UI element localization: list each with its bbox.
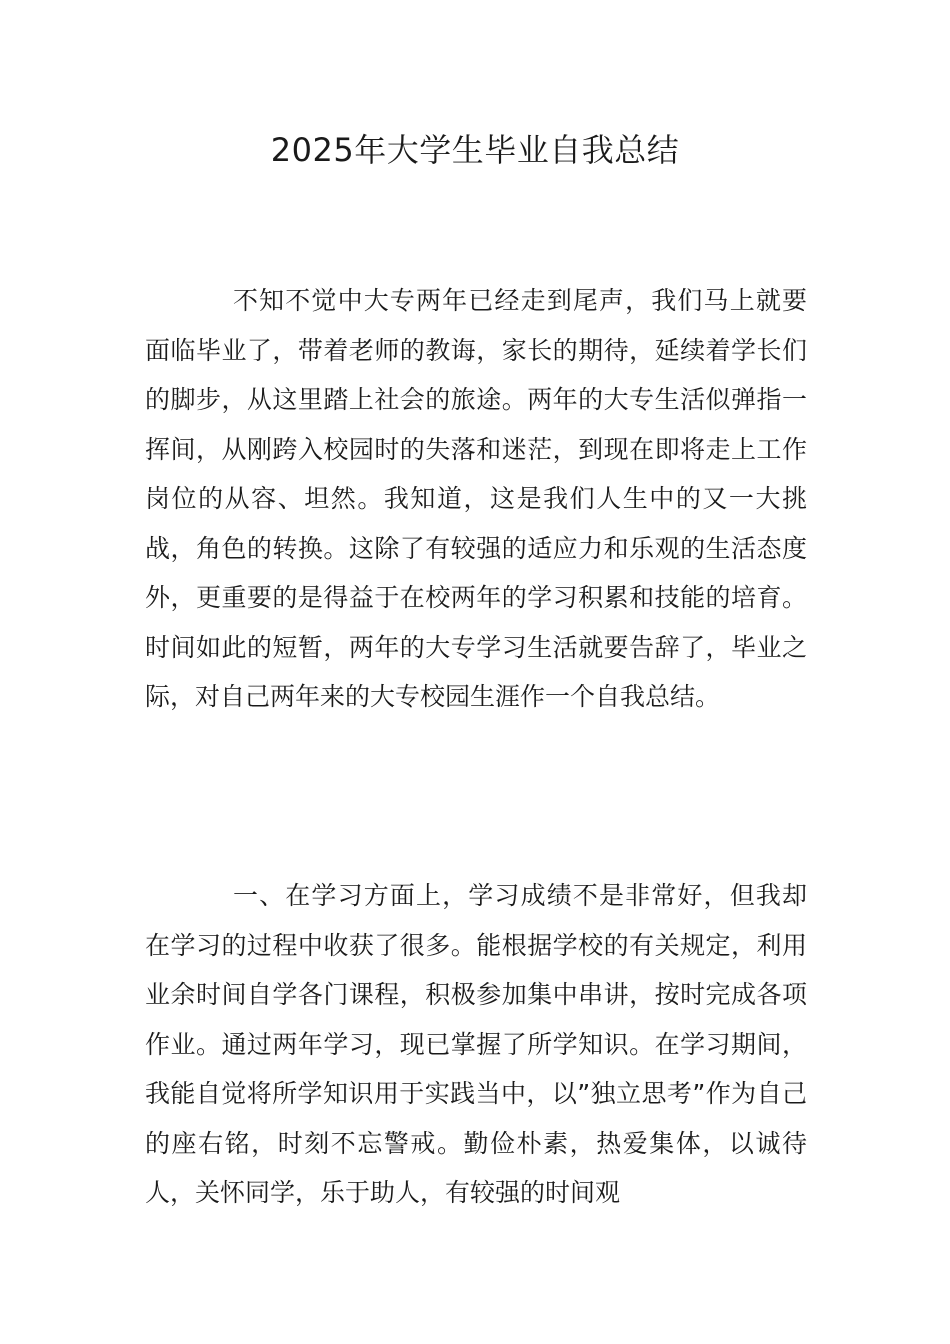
- document-title: 2025年大学生毕业自我总结: [270, 131, 680, 169]
- paragraph-study: 一、在学习方面上，学习成绩不是非常好，但我却在学习的过程中收获了很多。能根据学校的有关规定，利用业余时间自学各门课程，积极参加集中串讲，按时完成各项作业。通过两年学习，现已掌握了所学知识。在学习期间，我能自觉将所学知识用于实践当中，以”独立思考”作为自己的座右铭，时刻不忘警戒。勤俭朴素，热爱集体，以诚待人，关怀同学，乐于助人，有较强的时间观: [145, 881, 807, 1207]
- paragraph-intro: 不知不觉中大专两年已经走到尾声，我们马上就要面临毕业了，带着老师的教诲，家长的期待，延续着学长们的脚步，从这里踏上社会的旅途。两年的大专生活似弹指一挥间，从刚跨入校园时的失落和迷茫，到现在即将走上工作岗位的从容、坦然。我知道，这是我们人生中的又一大挑战，角色的转换。这除了有较强的适应力和乐观的生活态度外，更重要的是得益于在校两年的学习积累和技能的培育。时间如此的短暂，两年的大专学习生活就要告辞了，毕业之际，对自己两年来的大专校园生涯作一个自我总结。: [145, 286, 807, 711]
